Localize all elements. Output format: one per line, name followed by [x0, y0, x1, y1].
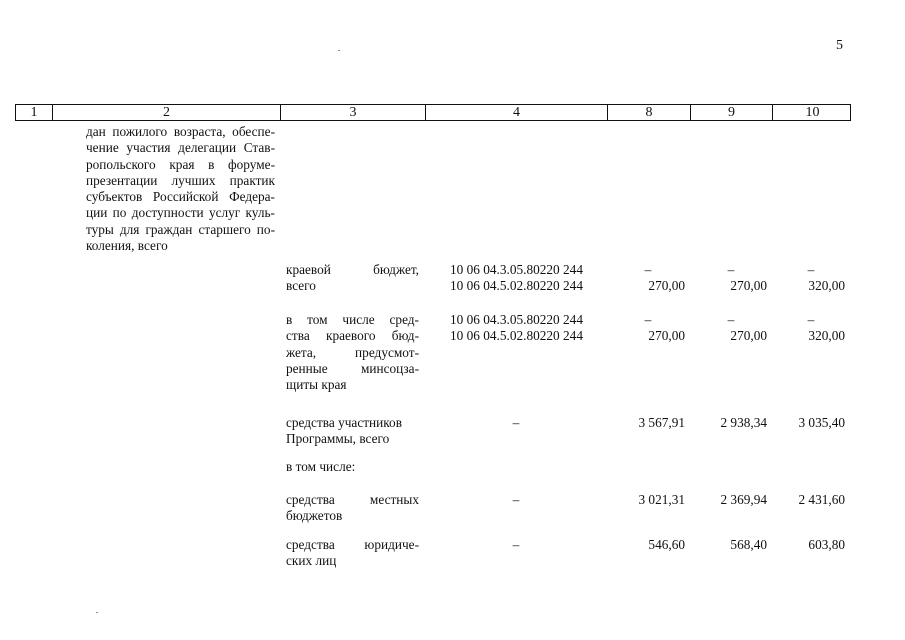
- value-2025: 270,00: [730, 328, 767, 343]
- header-cell: 8: [608, 105, 691, 120]
- value-2024: 270,00: [648, 278, 685, 293]
- table-header-row: [15, 104, 851, 121]
- value-2024: 3 021,31: [638, 492, 685, 507]
- description-line: коления, всего: [86, 238, 168, 254]
- budget-code: 10 06 04.5.02.80220 244: [450, 328, 583, 343]
- budget-code: 10 06 04.3.05.80220 244: [450, 312, 583, 327]
- source-line: средства участников: [286, 415, 402, 430]
- header-cell: 2: [53, 105, 281, 120]
- source-line: в том числе сред-: [286, 312, 419, 327]
- funding-source: [286, 492, 419, 525]
- description-line: ции по доступности услуг куль-: [86, 205, 275, 221]
- value-2026: 320,00: [808, 278, 845, 293]
- value-2025: –: [727, 262, 735, 277]
- header-cell: 4: [426, 105, 608, 120]
- description-line: туры для граждан старшего по-: [86, 221, 275, 237]
- description-line: ропольского края в форуме-: [86, 156, 275, 172]
- scan-speck: [96, 612, 98, 613]
- value-2025: 2 369,94: [720, 492, 767, 507]
- value-2025: 568,40: [730, 537, 767, 552]
- budget-code: –: [512, 415, 520, 430]
- measure-description: [86, 124, 275, 254]
- source-line: бюджетов: [286, 508, 343, 524]
- budget-code: –: [512, 492, 520, 507]
- description-line: субъектов Российской Федера-: [86, 189, 275, 205]
- budget-code: –: [512, 537, 520, 552]
- source-line: жета, предусмот-: [286, 344, 419, 360]
- budget-code: 10 06 04.5.02.80220 244: [450, 278, 583, 293]
- value-2026: 3 035,40: [798, 415, 845, 430]
- source-line: ства краевого бюд-: [286, 328, 419, 344]
- budget-code: 10 06 04.3.05.80220 244: [450, 262, 583, 277]
- page-number: 5: [836, 38, 843, 53]
- source-line: ских лиц: [286, 553, 337, 569]
- value-2024: 270,00: [648, 328, 685, 343]
- funding-source: [286, 537, 419, 570]
- value-2024: –: [644, 262, 652, 277]
- header-cell: 1: [16, 105, 53, 120]
- value-2025: –: [727, 312, 735, 327]
- value-2025: 2 938,34: [720, 415, 767, 430]
- source-line: в том числе:: [286, 459, 356, 474]
- value-2026: 320,00: [808, 328, 845, 343]
- scan-speck: [338, 50, 340, 51]
- source-line: средства местных: [286, 492, 419, 507]
- source-line: краевой бюджет,: [286, 262, 419, 277]
- description-line: чение участия делегации Став-: [86, 140, 275, 156]
- value-2026: –: [807, 262, 815, 277]
- funding-source: [286, 262, 419, 295]
- source-line: ренные минсоцза-: [286, 360, 419, 376]
- header-cell: 3: [281, 105, 426, 120]
- header-cell: 9: [691, 105, 773, 120]
- header-cell: 10: [805, 105, 820, 120]
- source-line: Программы, всего: [286, 431, 390, 446]
- description-line: презентации лучших практик: [86, 172, 275, 188]
- source-line: всего: [286, 278, 316, 294]
- value-2024: 546,60: [648, 537, 685, 552]
- value-2024: 3 567,91: [638, 415, 685, 430]
- value-2026: 2 431,60: [798, 492, 845, 507]
- source-line: средства юридиче-: [286, 537, 419, 552]
- value-2024: –: [644, 312, 652, 327]
- description-line: дан пожилого возраста, обеспе-: [86, 124, 275, 139]
- funding-source: [286, 312, 419, 393]
- value-2025: 270,00: [730, 278, 767, 293]
- source-line: щиты края: [286, 377, 347, 393]
- value-2026: 603,80: [808, 537, 845, 552]
- value-2026: –: [807, 312, 815, 327]
